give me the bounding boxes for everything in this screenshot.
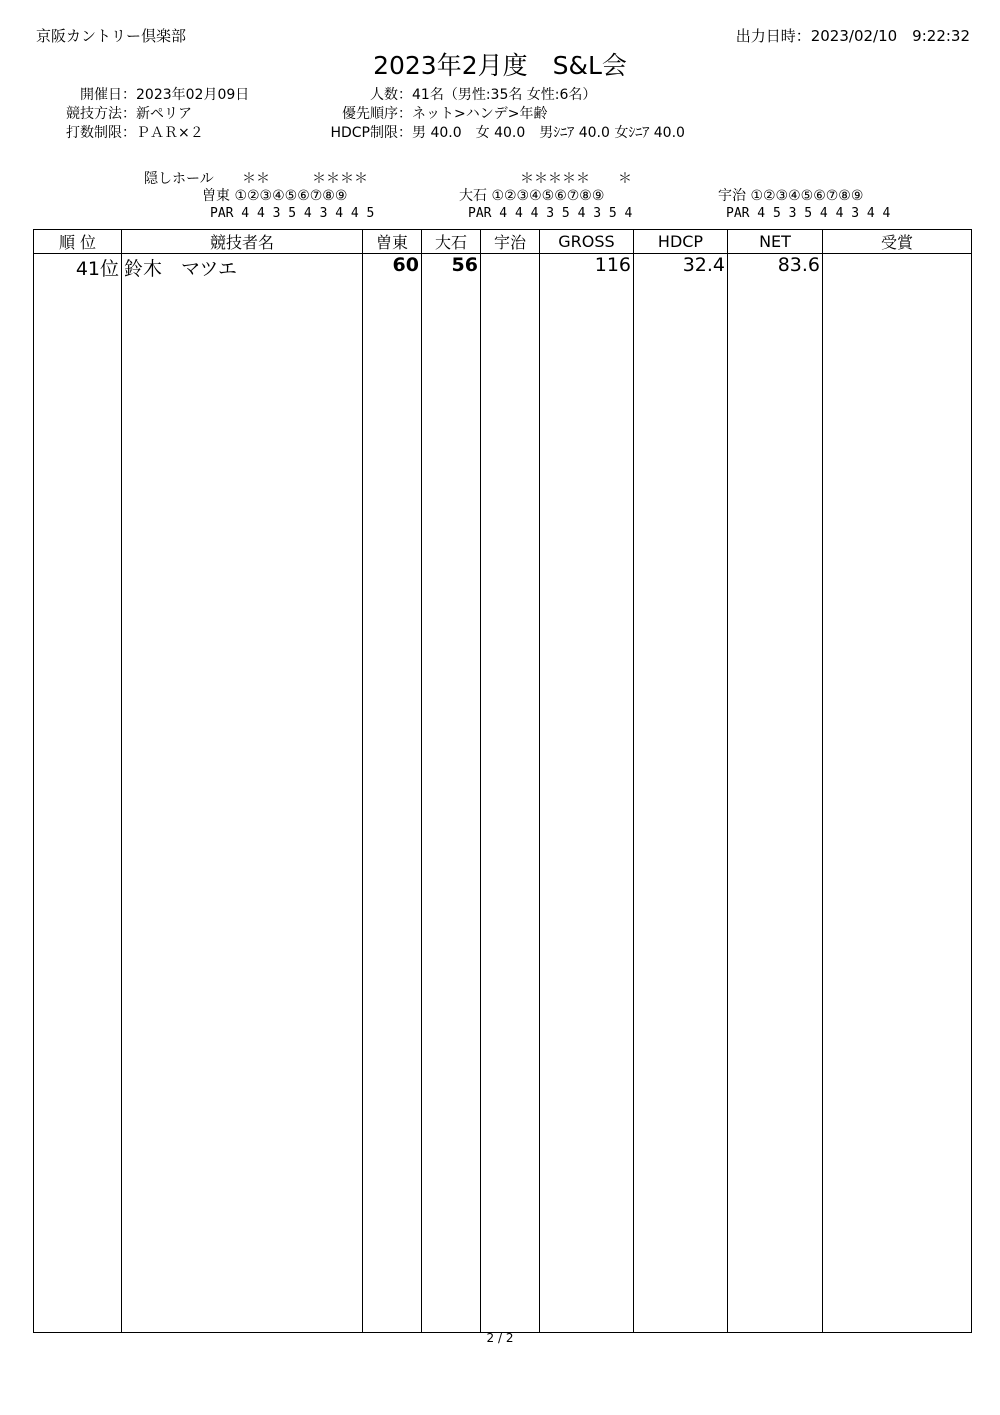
printed-timestamp: 出力日時：2023/02/10 9:22:32 [735,27,970,45]
club-name: 京阪カントリー倶楽部 [36,27,187,45]
sotsuka-course-name: 曽東 [202,188,230,204]
col-oishi: 大石 [422,230,481,254]
col-hdcp: HDCP [634,230,728,254]
date-value: 2023年02月09日 [136,87,250,103]
hdcp-limit-value: 男 40.0 女 40.0 男ｼﾆｱ 40.0 女ｼﾆｱ 40.0 [412,125,685,141]
page-title: 2023年2月度 S&L会 [373,51,627,80]
gross-cell: 116 [540,254,634,282]
competition-info-left [48,86,249,143]
priority-label: 優先順序： [342,106,412,122]
table-header-row [34,230,972,254]
col-rank: 順 位 [34,230,122,254]
rank-cell: 41位 [34,254,122,282]
uji-score-cell [481,254,540,282]
award-cell [823,254,972,282]
page-number: 2 / 2 [486,1331,514,1345]
count-value: 41名（男性:35名 女性:6名） [412,87,597,103]
sotsuka-par-row: PAR 4 4 3 5 4 3 4 4 5 [210,206,375,221]
uji-par-row: PAR 4 5 3 5 4 4 3 4 4 [726,206,891,221]
sotsuka-score-cell: 60 [363,254,422,282]
uji-holes [718,188,863,205]
hdcp-limit-label: HDCP制限： [330,125,412,141]
oishi-holes [459,188,604,205]
date-label: 開催日： [80,87,136,103]
oishi-hole-numbers: ①②③④⑤⑥⑦⑧⑨ [491,188,605,204]
limit-value: ＰＡＲ×２ [136,125,204,141]
col-player: 競技者名 [122,230,363,254]
oishi-score-cell: 56 [422,254,481,282]
oishi-par-row: PAR 4 4 4 3 5 4 3 5 4 [468,206,633,221]
net-cell: 83.6 [728,254,823,282]
table-row [34,254,972,282]
uji-hole-numbers: ①②③④⑤⑥⑦⑧⑨ [750,188,864,204]
sotsuka-hidden-marks: ＊＊ ＊＊＊＊ [242,171,368,187]
competition-info-right [312,86,685,143]
sotsuka-holes [202,188,347,205]
count-label: 人数： [370,87,412,103]
priority-value: ネット>ハンデ>年齢 [412,106,548,122]
col-gross: GROSS [540,230,634,254]
results-table [33,229,972,1333]
method-value: 新ペリア [136,106,192,122]
player-name-cell: 鈴木 マツエ [122,254,363,282]
hidden-hole-label: 隠しホール [144,171,214,187]
hdcp-cell: 32.4 [634,254,728,282]
col-net: NET [728,230,823,254]
col-award: 受賞 [823,230,972,254]
oishi-course-name: 大石 [459,188,487,204]
limit-label: 打数制限： [66,125,136,141]
sotsuka-hole-numbers: ①②③④⑤⑥⑦⑧⑨ [234,188,348,204]
uji-course-name: 宇治 [718,188,746,204]
col-uji: 宇治 [481,230,540,254]
col-sotsuka: 曽東 [363,230,422,254]
method-label: 競技方法： [66,106,136,122]
table-empty-space [34,281,972,1332]
oishi-hidden-marks: ＊＊＊＊＊ ＊ [520,171,632,187]
